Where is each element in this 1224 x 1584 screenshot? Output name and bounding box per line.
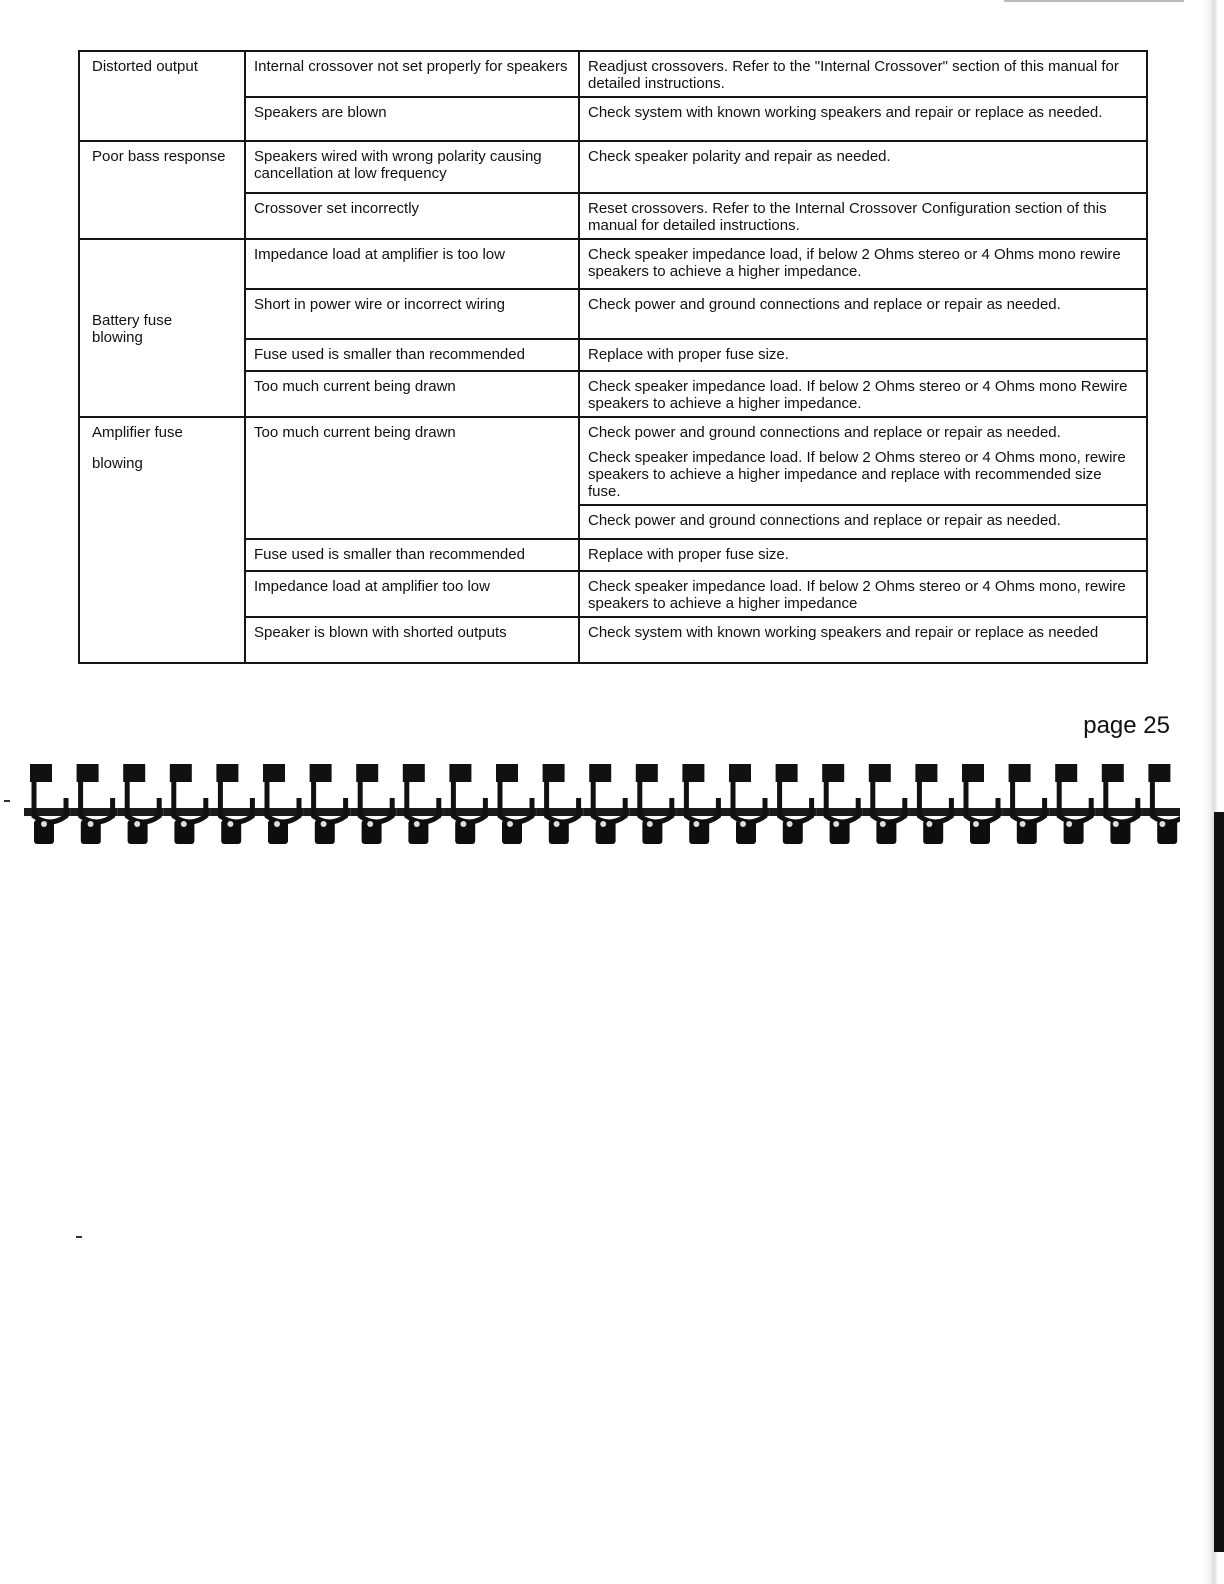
solution-cell bbox=[579, 617, 1147, 663]
cause-cell: Short in power wire or incorrect wiring bbox=[245, 289, 579, 339]
solution-cell bbox=[579, 193, 1147, 239]
table-row bbox=[79, 417, 1147, 539]
solution-text: Check power and ground connections and replace or repair as needed. bbox=[588, 424, 1061, 441]
table-row bbox=[79, 239, 1147, 289]
binding-loop bbox=[909, 764, 956, 844]
spiral-binding-icon bbox=[20, 758, 1180, 852]
binding-loop bbox=[1049, 764, 1096, 844]
binding-loop bbox=[1142, 764, 1180, 844]
symptom-cell bbox=[79, 141, 245, 239]
binding-loop bbox=[583, 764, 630, 844]
solution-cell bbox=[579, 141, 1147, 193]
binding-loop bbox=[630, 764, 677, 844]
binding-loop bbox=[397, 764, 444, 844]
cause-cell: Speaker is blown with shorted outputs bbox=[245, 617, 579, 663]
symptom-cell bbox=[79, 417, 245, 663]
binding-loop bbox=[863, 764, 910, 844]
solution-text: Replace with proper fuse size. bbox=[588, 546, 789, 563]
cause-cell: Speakers wired with wrong polarity causing cancellation at low frequency bbox=[245, 141, 579, 193]
spacer bbox=[92, 441, 236, 455]
binding-loop bbox=[723, 764, 770, 844]
symptom-text: blowing bbox=[92, 455, 143, 472]
binding-loop bbox=[770, 764, 817, 844]
top-edge-mark bbox=[1004, 0, 1184, 2]
binding-loop bbox=[443, 764, 490, 844]
solution-text: Check speaker impedance load. If below 2 Ohms stereo or 4 Ohms mono, rewire speakers to achieve a higher impedance bbox=[588, 578, 1126, 612]
solution-text: Check power and ground connections and replace or repair as needed. bbox=[588, 296, 1061, 313]
binding-edge-shadow bbox=[1214, 812, 1224, 1552]
symptom-text: Distorted output bbox=[92, 58, 198, 75]
scan-speck bbox=[4, 800, 10, 802]
binding-loop bbox=[210, 764, 257, 844]
binding-loop bbox=[164, 764, 211, 844]
solution-text: Replace with proper fuse size. bbox=[588, 346, 789, 363]
symptom-text: Poor bass response bbox=[92, 148, 226, 165]
symptom-cell bbox=[79, 51, 245, 141]
binding-loop bbox=[1003, 764, 1050, 844]
symptom-text: blowing bbox=[92, 329, 143, 346]
cause-cell: Impedance load at amplifier is too low bbox=[245, 239, 579, 289]
binding-loop bbox=[304, 764, 351, 844]
binding-loop bbox=[257, 764, 304, 844]
binding-loop bbox=[24, 764, 71, 844]
cause-cell: Impedance load at amplifier too low bbox=[245, 571, 579, 617]
solution-text: Check speaker impedance load. If below 2 Ohms stereo or 4 Ohms mono Rewire speakers to achieve a higher impedance. bbox=[588, 378, 1128, 412]
cause-cell: Crossover set incorrectly bbox=[245, 193, 579, 239]
solution-cell bbox=[579, 339, 1147, 371]
symptom-text: Battery fuse bbox=[92, 312, 173, 329]
cause-cell: Fuse used is smaller than recommended bbox=[245, 339, 579, 371]
solution-text: Check system with known working speakers and repair or replace as needed bbox=[588, 624, 1099, 641]
solution-cell bbox=[579, 289, 1147, 339]
binding-loop bbox=[676, 764, 723, 844]
solution-text: Check power and ground connections and replace or repair as needed. bbox=[580, 504, 1146, 538]
troubleshooting-table bbox=[78, 50, 1148, 664]
solution-group bbox=[580, 418, 1146, 504]
solution-cell bbox=[579, 239, 1147, 289]
binding-loop bbox=[117, 764, 164, 844]
solution-text: Check speaker impedance load. If below 2 Ohms stereo or 4 Ohms mono, rewire speakers to achieve a higher impedance and replace with recommended size fuse. bbox=[588, 449, 1126, 500]
cause-cell: Internal crossover not set properly for speakers bbox=[245, 51, 579, 97]
solution-cell bbox=[579, 97, 1147, 141]
symptom-cell bbox=[79, 239, 245, 417]
page-edge-shadow bbox=[1202, 0, 1224, 1584]
cause-cell: Too much current being drawn bbox=[245, 371, 579, 417]
page-number: page 25 bbox=[1083, 712, 1170, 739]
binding-loop bbox=[71, 764, 118, 844]
binding-loop bbox=[537, 764, 584, 844]
solution-cell bbox=[579, 371, 1147, 417]
solution-text: Check system with known working speakers and repair or replace as needed. bbox=[588, 104, 1103, 121]
scan-speck bbox=[76, 1236, 82, 1238]
binding-loop bbox=[1096, 764, 1143, 844]
solution-cell bbox=[579, 417, 1147, 539]
cause-cell: Too much current being drawn bbox=[245, 417, 579, 539]
cause-cell: Fuse used is smaller than recommended bbox=[245, 539, 579, 571]
table-row bbox=[79, 141, 1147, 193]
solution-text: Reset crossovers. Refer to the Internal Crossover Configuration section of this manual for detailed instructions. bbox=[588, 200, 1107, 234]
binding-loop bbox=[350, 764, 397, 844]
solution-cell bbox=[579, 571, 1147, 617]
binding-loop bbox=[490, 764, 537, 844]
solution-cell bbox=[579, 51, 1147, 97]
solution-text: Readjust crossovers. Refer to the "Internal Crossover" section of this manual for detailed instructions. bbox=[588, 58, 1119, 92]
solution-text: Check speaker impedance load, if below 2 Ohms stereo or 4 Ohms mono rewire speakers to achieve a higher impedance. bbox=[588, 246, 1121, 280]
symptom-text: Amplifier fuse bbox=[92, 424, 183, 441]
binding-loop bbox=[956, 764, 1003, 844]
solution-text: Check speaker polarity and repair as needed. bbox=[588, 148, 891, 165]
table-row bbox=[79, 51, 1147, 97]
solution-cell bbox=[579, 539, 1147, 571]
cause-cell: Speakers are blown bbox=[245, 97, 579, 141]
binding-loop bbox=[816, 764, 863, 844]
